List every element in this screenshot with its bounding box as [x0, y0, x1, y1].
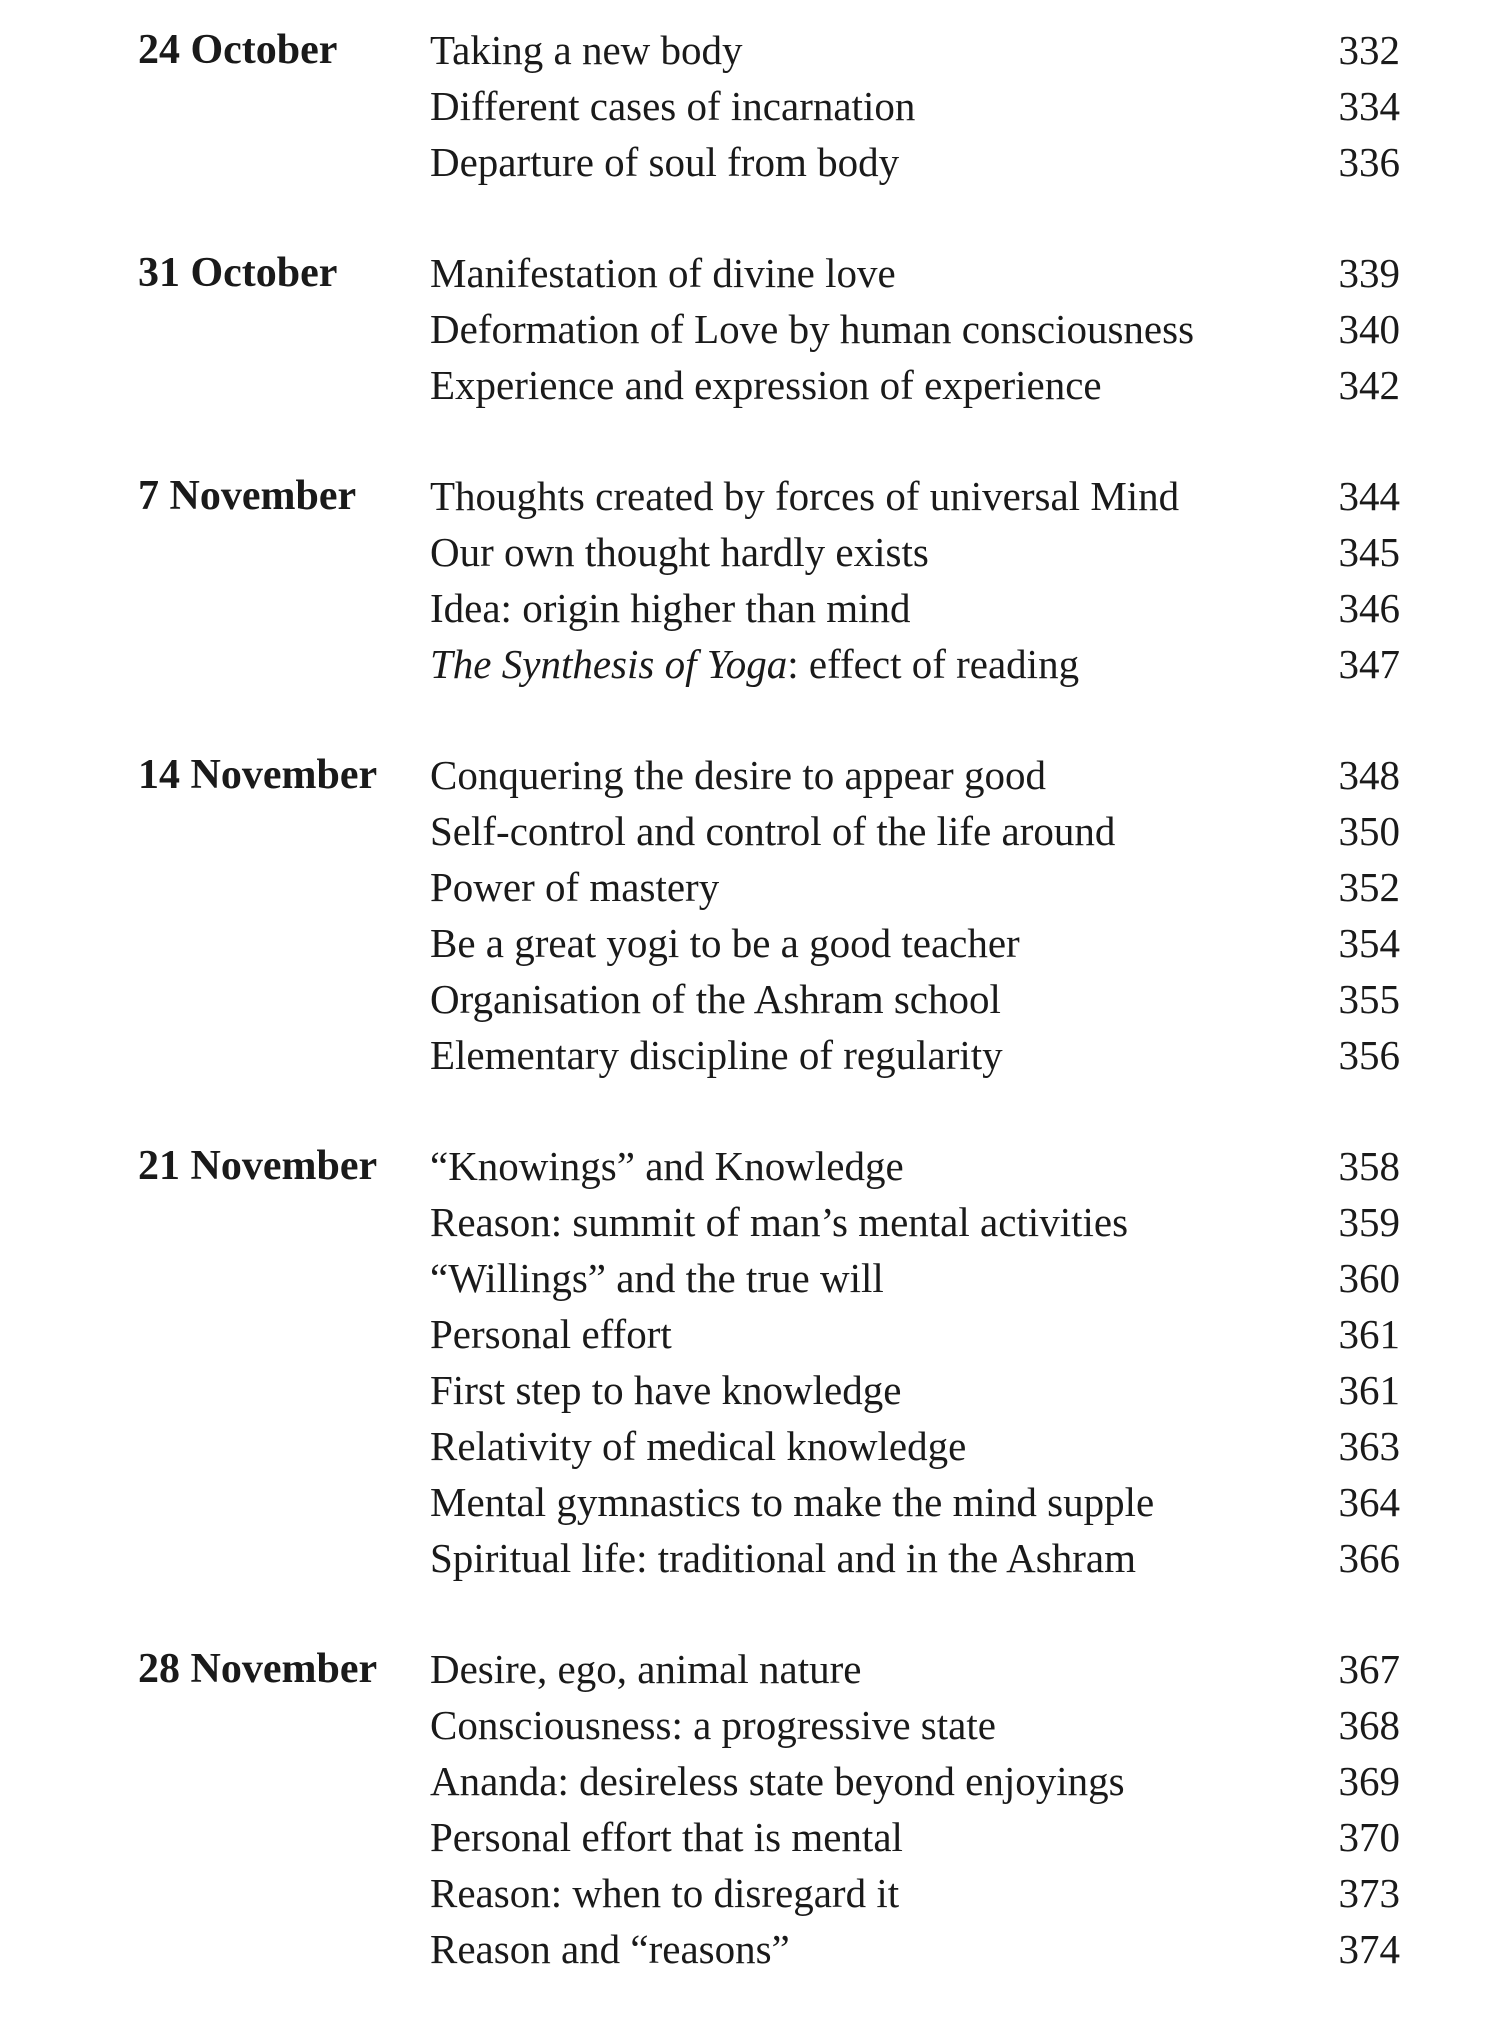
toc-section: [138, 1641, 1400, 1977]
entry-title: Spiritual life: traditional and in the Ashram: [430, 1535, 1136, 1581]
toc-entry: [430, 468, 1400, 524]
entry-title: Different cases of incarnation: [430, 83, 916, 129]
toc-entry: [430, 859, 1400, 915]
entry-page-number: 366: [1338, 1535, 1400, 1581]
entry-page-number: 332: [1338, 27, 1400, 73]
entry-page-number: 334: [1338, 83, 1400, 129]
entry-page-number: 355: [1338, 976, 1400, 1022]
entry-page-number: 373: [1338, 1870, 1400, 1916]
entry-list: [430, 747, 1400, 1083]
entry-page-number: 336: [1338, 139, 1400, 185]
toc-entry: [430, 1530, 1400, 1586]
entry-page-number: 345: [1338, 529, 1400, 575]
entry-list: [430, 22, 1400, 190]
entry-page-number: 352: [1338, 864, 1400, 910]
toc-entry: [430, 357, 1400, 413]
entry-page-number: 374: [1338, 1926, 1400, 1972]
table-of-contents: [138, 22, 1400, 2032]
entry-page-number: 367: [1338, 1646, 1400, 1692]
entry-page-number: 339: [1338, 250, 1400, 296]
toc-entry: [430, 1697, 1400, 1753]
entry-title-rest: : effect of reading: [787, 641, 1080, 687]
toc-section: [138, 1138, 1400, 1586]
toc-entry: [430, 1362, 1400, 1418]
entry-page-number: 354: [1338, 920, 1400, 966]
toc-entry: [430, 134, 1400, 190]
entry-title: Mental gymnastics to make the mind supple: [430, 1479, 1155, 1525]
entry-title: Consciousness: a progressive state: [430, 1702, 996, 1748]
toc-section: [138, 245, 1400, 413]
entry-title: Thoughts created by forces of universal Mind: [430, 473, 1180, 519]
entry-title: Elementary discipline of regularity: [430, 1032, 1003, 1078]
toc-entry: [430, 747, 1400, 803]
toc-entry: [430, 580, 1400, 636]
entry-title: Conquering the desire to appear good: [430, 752, 1046, 798]
entry-page-number: 342: [1338, 362, 1400, 408]
section-date: 28 November: [138, 1646, 378, 1692]
entry-page-number: 344: [1338, 473, 1400, 519]
toc-entry: [430, 971, 1400, 1027]
section-date: 21 November: [138, 1143, 378, 1189]
toc-entry: [430, 1809, 1400, 1865]
entry-page-number: 356: [1338, 1032, 1400, 1078]
entry-page-number: 369: [1338, 1758, 1400, 1804]
entry-title: Personal effort that is mental: [430, 1814, 903, 1860]
toc-entry: [430, 78, 1400, 134]
toc-entry: [430, 1138, 1400, 1194]
toc-entry: [430, 22, 1400, 78]
entry-title: Power of mastery: [430, 864, 720, 910]
toc-entry: [430, 803, 1400, 859]
entry-title: [430, 636, 1079, 692]
entry-title: Organisation of the Ashram school: [430, 976, 1001, 1022]
toc-section: [138, 22, 1400, 190]
entry-list: [430, 1138, 1400, 1586]
entry-title: Personal effort: [430, 1311, 672, 1357]
entry-title: Idea: origin higher than mind: [430, 585, 911, 631]
entry-page-number: 364: [1338, 1479, 1400, 1525]
entry-page-number: 358: [1338, 1143, 1400, 1189]
entry-title: Reason: when to disregard it: [430, 1870, 900, 1916]
entry-page-number: 370: [1338, 1814, 1400, 1860]
toc-entry: [430, 1418, 1400, 1474]
entry-title: Desire, ego, animal nature: [430, 1646, 862, 1692]
entry-page-number: 350: [1338, 808, 1400, 854]
entry-page-number: 361: [1338, 1367, 1400, 1413]
entry-title: Reason and “reasons”: [430, 1926, 790, 1972]
section-date: 14 November: [138, 752, 378, 798]
entry-page-number: 348: [1338, 752, 1400, 798]
entry-title: Reason: summit of man’s mental activities: [430, 1199, 1129, 1245]
toc-section: [138, 747, 1400, 1083]
toc-entry: [430, 1306, 1400, 1362]
entry-list: [430, 245, 1400, 413]
toc-entry: [430, 1474, 1400, 1530]
toc-entry: [430, 1921, 1400, 1977]
entry-title: “Willings” and the true will: [430, 1255, 884, 1301]
entry-title: Manifestation of divine love: [430, 250, 896, 296]
entry-list: [430, 468, 1400, 692]
entry-page-number: 360: [1338, 1255, 1400, 1301]
toc-section: [138, 468, 1400, 692]
entry-title: “Knowings” and Knowledge: [430, 1143, 904, 1189]
entry-title: Be a great yogi to be a good teacher: [430, 920, 1020, 966]
toc-entry: [430, 1250, 1400, 1306]
entry-page-number: 359: [1338, 1199, 1400, 1245]
entry-page-number: 346: [1338, 585, 1400, 631]
toc-entry: [430, 636, 1400, 692]
entry-title: Self-control and control of the life around: [430, 808, 1116, 854]
section-date: 24 October: [138, 27, 338, 73]
entry-title: First step to have knowledge: [430, 1367, 902, 1413]
entry-page-number: 363: [1338, 1423, 1400, 1469]
toc-entry: [430, 1753, 1400, 1809]
entry-page-number: 347: [1338, 641, 1400, 687]
entry-page-number: 340: [1338, 306, 1400, 352]
entry-title: Relativity of medical knowledge: [430, 1423, 967, 1469]
toc-entry: [430, 1641, 1400, 1697]
entry-title: Taking a new body: [430, 27, 743, 73]
entry-page-number: 368: [1338, 1702, 1400, 1748]
entry-title-italic: The Synthesis of Yoga: [430, 641, 788, 687]
entry-title: Departure of soul from body: [430, 139, 900, 185]
entry-list: [430, 1641, 1400, 1977]
entry-title: Experience and expression of experience: [430, 362, 1102, 408]
toc-entry: [430, 915, 1400, 971]
toc-entry: [430, 524, 1400, 580]
toc-entry: [430, 1027, 1400, 1083]
entry-title: Our own thought hardly exists: [430, 529, 929, 575]
section-date: 31 October: [138, 250, 338, 296]
toc-entry: [430, 1865, 1400, 1921]
entry-title: Ananda: desireless state beyond enjoyings: [430, 1758, 1125, 1804]
entry-page-number: 361: [1338, 1311, 1400, 1357]
toc-entry: [430, 1194, 1400, 1250]
toc-entry: [430, 301, 1400, 357]
entry-title: Deformation of Love by human consciousness: [430, 306, 1195, 352]
toc-entry: [430, 245, 1400, 301]
section-date: 7 November: [138, 473, 357, 519]
